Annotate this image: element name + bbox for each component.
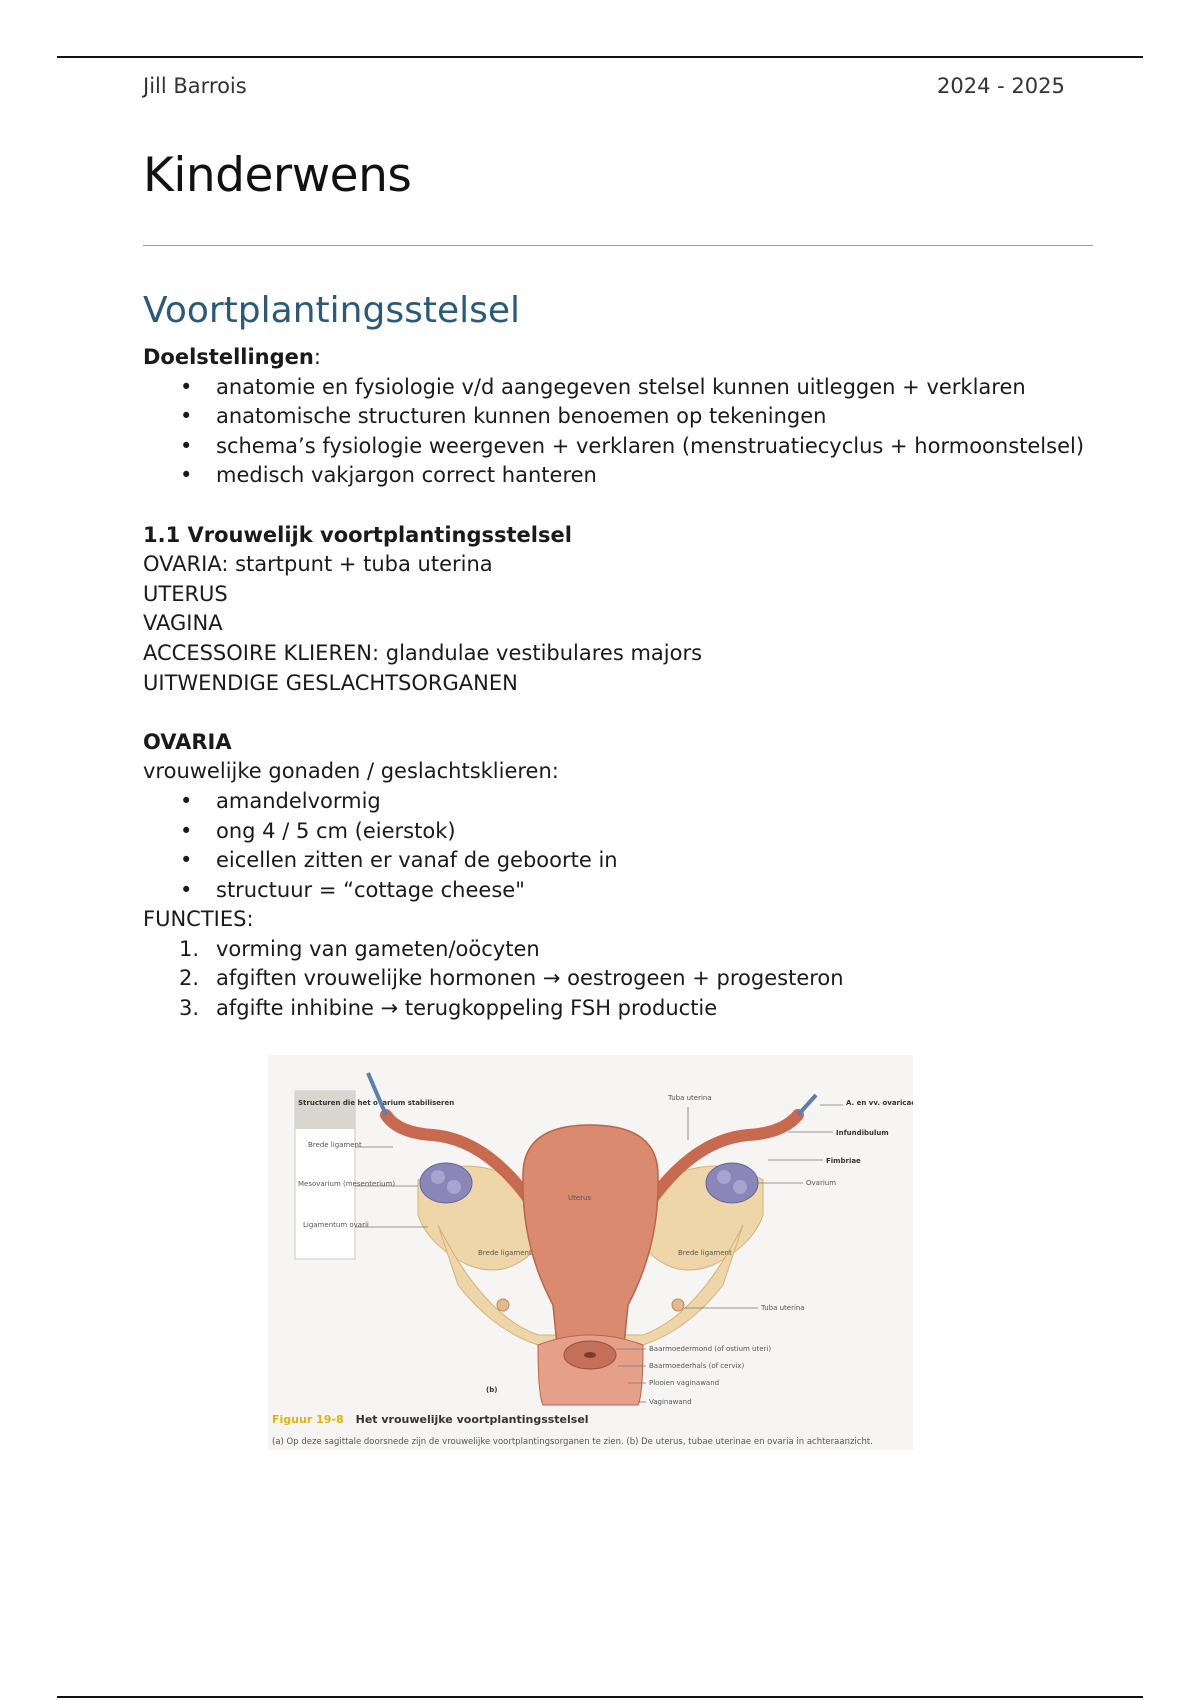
label-tuba-uterina-top: Tuba uterina [668,1094,712,1102]
list-number: 2. [179,966,200,991]
label-ovarium: Ovarium [806,1179,837,1187]
ovary-right [706,1163,758,1203]
label-mesovarium: Mesovarium (mesenterium) [298,1180,396,1188]
doelstellingen-label: Doelstellingen [143,345,314,369]
ovarian-vessel-right [798,1095,816,1115]
document-body [143,343,1103,1024]
list-item: • ong 4 / 5 cm (eierstok) [143,817,1103,847]
list-text: vorming van gameten/oöcyten [216,936,540,961]
list-item: • medisch vakjargon correct hanteren [143,461,1103,491]
header-year: 2024 - 2025 [937,74,1065,98]
text-line: UTERUS [143,581,228,606]
functies-label: FUNCTIES: [143,907,254,932]
list-item: • anatomie en fysiologie v/d aangegeven stelsel kunnen uitleggen + verklaren [143,373,1103,403]
figure-caption [272,1413,589,1426]
label-brede-ligament: Brede ligament [308,1141,362,1149]
doelstellingen-colon: : [313,345,321,369]
section-title: Voortplantingsstelsel [143,290,520,331]
label-uterus: Uterus [568,1194,592,1202]
label-brede-ligament-right: Brede ligament [678,1249,732,1257]
ovaria-heading: OVARIA [143,729,232,754]
label-fimbriae: Fimbriae [826,1157,861,1165]
label-plooien-vaginawand: Plooien vaginawand [649,1379,720,1387]
figure-caption-sub: (a) Op deze sagittale doorsnede zijn de vrouwelijke voortplantingsorganen te zien. (b) De uterus, tubae uterinae en ovaria in achteraanzicht. [272,1437,873,1447]
uterus-body [523,1125,658,1355]
doelstellingen-line [143,343,1103,373]
structure-box-header [295,1091,355,1129]
ovaria-list [143,787,1103,905]
label-brede-ligament-left: Brede ligament [478,1249,532,1257]
panel-letter: (b) [486,1386,498,1394]
ovaria-intro: vrouwelijke gonaden / geslachtsklieren: [143,759,559,784]
list-item [143,964,1103,994]
top-rule [57,56,1143,58]
figure-caption-label: Figuur 19-8 [272,1413,344,1426]
vrouwelijk-heading: 1.1 Vrouwelijk voortplantingsstelsel [143,522,572,547]
structure-box-title: Structuren die het ovarium stabiliseren [298,1099,455,1107]
list-text: afgifte inhibine → terugkoppeling FSH productie [216,996,718,1021]
anatomy-figure [268,1055,913,1450]
page-title: Kinderwens [143,148,412,203]
bottom-rule [57,1696,1143,1698]
text-line: OVARIA: startpunt + tuba uterina [143,552,493,577]
list-item: • schema’s fysiologie weergeven + verklaren (menstruatiecyclus + hormoonstelsel) [143,432,1103,462]
list-item [143,935,1103,965]
list-number: 3. [179,996,200,1021]
list-number: 1. [179,936,200,961]
label-vaginawand: Vaginawand [649,1398,692,1406]
uterus-illustration [268,1055,913,1450]
ostium-uteri [584,1352,596,1358]
label-ovarian-vessels: A. en vv. ovaricae [846,1099,913,1107]
label-ligamentum-ovarii: Ligamentum ovarii [303,1221,369,1229]
label-tuba-uterina-bottom: Tuba uterina [761,1304,805,1312]
text-line: ACCESSOIRE KLIEREN: glandulae vestibulares majors [143,640,703,665]
label-baarmoedermond: Baarmoedermond (of ostium uteri) [649,1345,772,1353]
functies-list [143,935,1103,1024]
list-item: • structuur = “cottage cheese" [143,876,1103,906]
ovarian-vessel-left [368,1073,386,1115]
label-baarmoederhals: Baarmoederhals (of cervix) [649,1362,745,1370]
text-line: UITWENDIGE GESLACHTSORGANEN [143,670,518,695]
title-divider [143,245,1093,246]
figure-caption-title: Het vrouwelijke voortplantingsstelsel [355,1413,589,1426]
list-text: afgiften vrouwelijke hormonen → oestrogeen + progesteron [216,966,844,991]
doelstellingen-list [143,373,1103,491]
list-item: • amandelvormig [143,787,1103,817]
ovary-left [420,1163,472,1203]
list-item [143,994,1103,1024]
list-item: • eicellen zitten er vanaf de geboorte in [143,846,1103,876]
text-line: VAGINA [143,611,223,636]
header-author: Jill Barrois [143,74,247,98]
list-item: • anatomische structuren kunnen benoemen op tekeningen [143,402,1103,432]
label-infundibulum: Infundibulum [836,1129,889,1137]
